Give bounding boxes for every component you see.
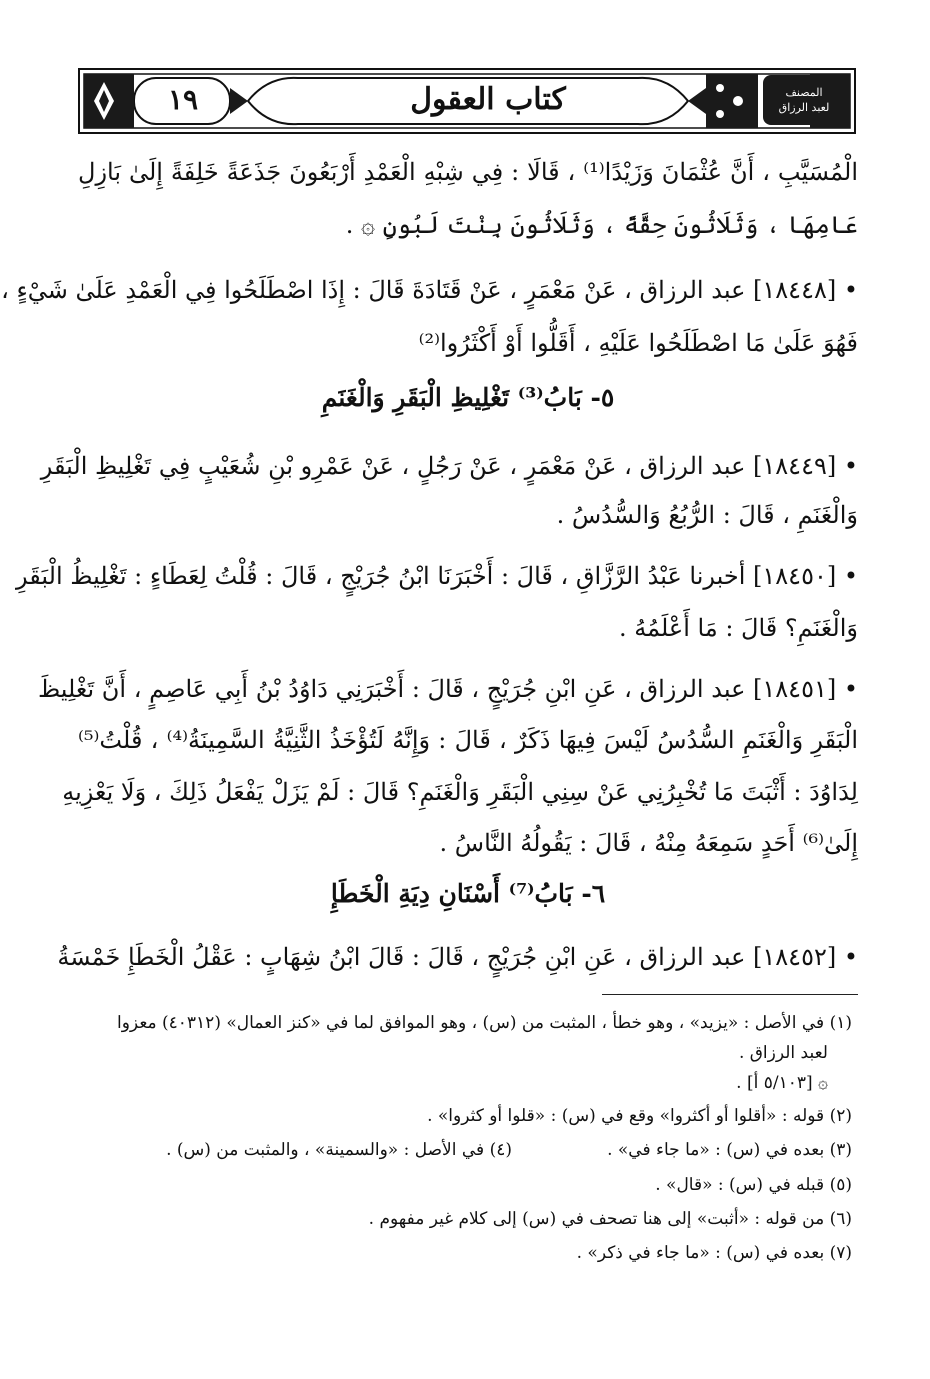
text-line: الْمُسَيَّبِ ، أَنَّ عُثْمَانَ وَزَيْدًا⁽¹⁾ ، قَالَا : فِي شِبْهِ الْعَمْدِ أَرْبَعُونَ جَذَعَةً خَلِفَةً إِلَىٰ بَازِلِ [78,158,859,186]
page-header [78,68,856,134]
footnote-separator [602,994,858,995]
footnote-2: (٢) قوله : «أقلوا أو أكثروا» وقع في (س) : «قلوا أو كثروا» . [427,1106,852,1126]
text-line: • [١٨٤٥١] عبد الرزاق ، عَنِ ابْنِ جُرَيْجٍ ، قَالَ : أَخْبَرَنِي دَاوُدُ بْنُ أَبِي عَاصِمٍ ، أَنَّ تَغْلِيظَ [37,675,858,703]
text-line: إِلَىٰ⁽⁶⁾ أَحَدٍ سَمِعَهُ مِنْهُ ، قَالَ : يَقُولُهُ النَّاسُ . [439,829,858,857]
text-line: وَالْغَنَمِ ، قَالَ : الرُّبُعُ وَالسُّدُسُ . [556,501,858,529]
badge-line-2: لعبد الرزاق [778,101,830,114]
text-line: فَهُوَ عَلَىٰ مَا اصْطَلَحُوا عَلَيْهِ ، أَقَلُّوا أَوْ أَكْثَرُوا⁽²⁾ [418,329,858,357]
text-line: • [١٨٤٤٩] عبد الرزاق ، عَنْ مَعْمَرٍ ، عَنْ رَجُلٍ ، عَنْ عَمْرِو بْنِ شُعَيْبٍ فِي تَغْلِيظِ الْبَقَرِ [40,452,858,480]
text-line: الْبَقَرِ وَالْغَنَمِ السُّدُسُ لَيْسَ فِيهَا ذَكَرٌ ، قَالَ : وَإِنَّهُ لَتُؤْخَذُ الثَّنِيَّةُ السَّمِينَةُ⁽⁴⁾ ، قُلْتُ⁽⁵⁾ [78,726,858,754]
badge-line-1: المصنف [785,86,823,99]
text-line: لِدَاوُدَ : أَثْبَتَ مَا تُخْبِرُنِي عَنْ سِنِي الْبَقَرِ وَالْغَنَمِ؟ قَالَ : لَمْ يَزَلْ يَفْعَلُ ذَلِكَ ، وَلَا يَعْزِيهِ [62,778,858,806]
footnote-7: (٧) بعده في (س) : «ما جاء في ذكر» . [576,1243,852,1263]
footnote-4: (٤) في الأصل : «والسمينة» ، والمثبت من (س) . [166,1140,512,1160]
folio-marker: ۞ [٥/١٠٣ أ] . [736,1073,828,1093]
footnotes-3-4 [72,1135,852,1165]
text-line: وَالْغَنَمِ؟ قَالَ : مَا أَعْلَمُهُ . [618,614,858,642]
section-heading: ٥- بَابُ⁽³⁾ تَغْلِيظِ الْبَقَرِ وَالْغَنَمِ [321,383,615,412]
text-line: • [١٨٤٤٨] عبد الرزاق ، عَنْ مَعْمَرٍ ، عَنْ قَتَادَةَ قَالَ : إِذَا اصْطَلَحُوا فِي الْعَمْدِ عَلَىٰ شَيْءٍ ، [1,276,858,304]
footnote-5: (٥) قبله في (س) : «قال» . [655,1175,852,1195]
footnote-3: (٣) بعده في (س) : «ما جاء في» . [607,1140,852,1160]
text-line: • [١٨٤٥٢] عبد الرزاق ، عَنِ ابْنِ جُرَيْجٍ ، قَالَ : قَالَ ابْنُ شِهَابٍ : عَقْلُ الْخَطَإِ خَمْسَةُ [57,943,858,971]
page-number: ١٩ [167,83,199,116]
section-heading: ٦- بَابُ⁽⁷⁾ أَسْنَانِ دِيَةِ الْخَطَإِ [330,879,606,908]
publisher-badge [763,75,845,125]
footnote-1: (١) في الأصل : «يزيد» ، وهو خطأ ، المثبت من (س) ، وهو الموافق لما في «كنز العمال» (٤٠٣١٢) معزوا [117,1013,852,1033]
book-title: كتاب العقول [410,82,566,117]
footnote-1-cont: لعبد الرزاق . [738,1043,828,1063]
footnote-6: (٦) من قوله : «أثبت» إلى هنا تصحف في (س) إلى كلام غير مفهوم . [368,1209,852,1229]
text-line: عَامِهَا ، وَثَلَاثُونَ حِقَّةً ، وَثَلَاثُونَ بِنْتَ لَبُونٍ ۞ . [345,211,858,239]
text-line: • [١٨٤٥٠] أخبرنا عَبْدُ الرَّزَّاقِ ، قَالَ : أَخْبَرَنَا ابْنُ جُرَيْجٍ ، قَالَ : قُلْتُ لِعَطَاءٍ : تَغْلِيظُ الْبَقَرِ [16,562,858,590]
